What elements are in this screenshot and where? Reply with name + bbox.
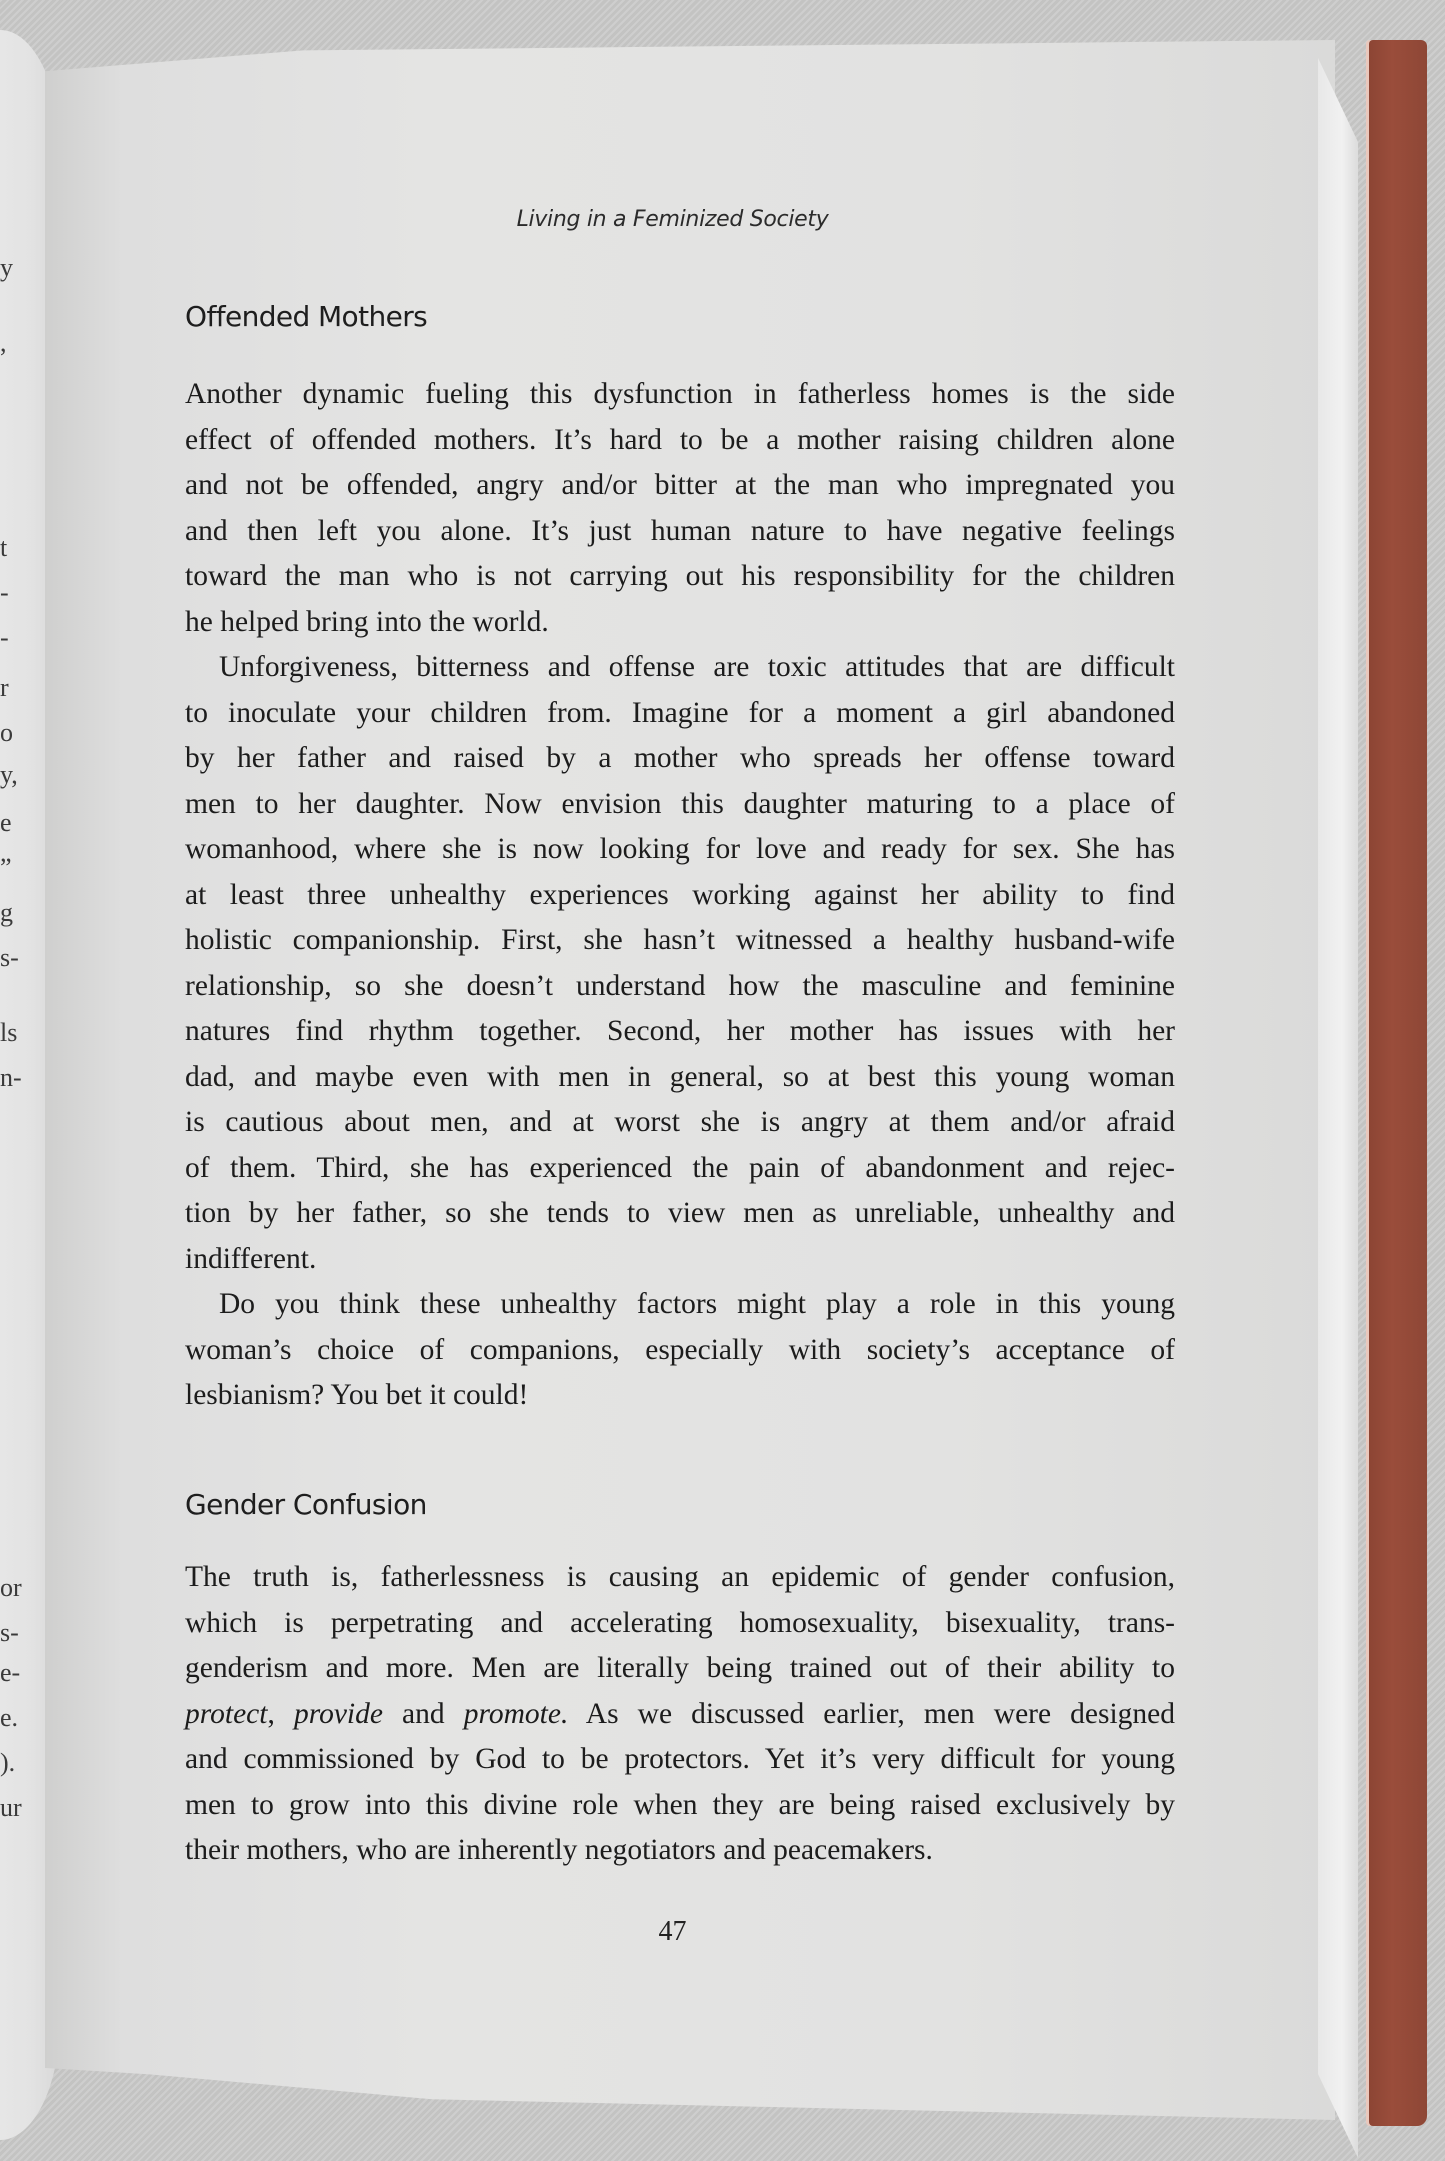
separator: and [382,1697,464,1730]
page-number: 47 [658,1916,687,1947]
text-line: and commissioned by God to be protectors. Yet it’s very difficult for young [185,1743,1175,1775]
text-line: genderism and more. Men are literally being trained out of their ability to [185,1652,1175,1684]
facing-page-text-fragment: o [0,718,13,747]
line-remainder: As we discussed earlier, men were designed [568,1697,1176,1730]
facing-page-text-fragment: or [0,1573,22,1602]
section-heading-offended-mothers: Offended Mothers [185,300,428,333]
text-line: relationship, so she doesn’t understand how the masculine and feminine [185,969,1175,1002]
text-line: and not be offended, angry and/or bitter at the man who impregnated you [185,469,1175,501]
facing-page-text-fragment: ls [0,1018,18,1047]
text-line: their mothers, who are inherently negotiators and peacemakers. [185,1834,933,1866]
facing-page-text-fragment: e- [0,1658,21,1687]
text-line: at least three unhealthy experiences working against her ability to find [185,878,1175,911]
text-line: Unforgiveness, bitterness and offense are toxic attitudes that are difficult [219,651,1175,683]
facing-page-text-fragment: ur [0,1793,22,1822]
text-line: by her father and raised by a mother who spreads her offense toward [185,742,1175,774]
text-line: indifferent. [185,1242,317,1275]
text-line: and then left you alone. It’s just human nature to have negative feelings [185,514,1175,547]
paragraph-4 [185,1555,1175,1874]
paragraph-3 [185,1282,1175,1419]
section-heading-gender-confusion: Gender Confusion [185,1488,427,1521]
text-line: womanhood, where she is now looking for love and ready for sex. She has [185,833,1175,865]
facing-page-text-fragment: s- [0,1618,19,1647]
text-line: dad, and maybe even with men in general, so at best this young woman [185,1060,1175,1093]
text-line: men to her daughter. Now envision this daughter maturing to a place of [185,787,1175,820]
facing-page-text-fragment: ” [0,853,12,882]
facing-page-text-fragment: ). [0,1748,16,1777]
text-line: woman’s choice of companions, especially with society’s acceptance of [185,1333,1175,1366]
facing-page-text-fragment: e [0,808,12,837]
facing-page-text-fragment: r [0,673,9,702]
text-line: lesbianism? You bet it could! [185,1379,529,1411]
text-line: Do you think these unhealthy factors might play a role in this young [219,1288,1175,1320]
paragraph-2 [185,645,1175,1282]
text-line: holistic companionship. First, she hasn’t witnessed a healthy husband-wife [185,924,1175,956]
emphasis-provide: provide [293,1697,383,1730]
emphasis-promote: promote. [463,1697,569,1730]
text-line: to inoculate your children from. Imagine for a moment a girl abandoned [185,696,1175,729]
book-cover-edge [1369,40,1427,2126]
facing-page-text-fragment: e. [0,1703,19,1732]
facing-page-text-fragment: y [0,253,13,282]
facing-page-text-fragment: t [0,533,8,562]
facing-page-text-fragment: - [0,623,9,652]
running-head: Living in a Feminized Society [516,207,829,232]
text-line: tion by her father, so she tends to view men as unreliable, unhealthy and [185,1197,1175,1229]
text-line: men to grow into this divine role when they are being raised exclusively by [185,1788,1175,1821]
text-line: is cautious about men, and at worst she is angry at them and/or afraid [185,1106,1175,1138]
text-line: he helped bring into the world. [185,605,549,638]
facing-page-text-fragment: n- [0,1063,22,1092]
facing-page-text-fragment: - [0,578,9,607]
paragraph-1 [185,372,1175,645]
facing-page-text-fragment: s- [0,943,19,972]
text-line: effect of offended mothers. It’s hard to be a mother raising children alone [185,423,1175,456]
separator: , [267,1697,294,1730]
page-block-edge [1318,58,1358,2158]
emphasis-protect: protect [185,1697,268,1730]
text-line: toward the man who is not carrying out his responsibility for the children [185,560,1175,592]
text-line: which is perpetrating and accelerating homosexuality, bisexuality, trans- [185,1606,1175,1639]
text-line: Another dynamic fueling this dysfunction in fatherless homes is the side [185,378,1175,410]
facing-page-text-fragment: y, [0,760,18,789]
text-line: natures find rhythm together. Second, her mother has issues with her [185,1015,1175,1047]
text-line: of them. Third, she has experienced the pain of abandonment and rejec- [185,1151,1175,1184]
text-line-with-emphasis [185,1692,1175,1738]
text-line: The truth is, fatherlessness is causing an epidemic of gender confusion, [185,1561,1175,1593]
facing-page-text-fragment: g [0,898,13,927]
facing-page-text-fragment: , [0,328,7,357]
